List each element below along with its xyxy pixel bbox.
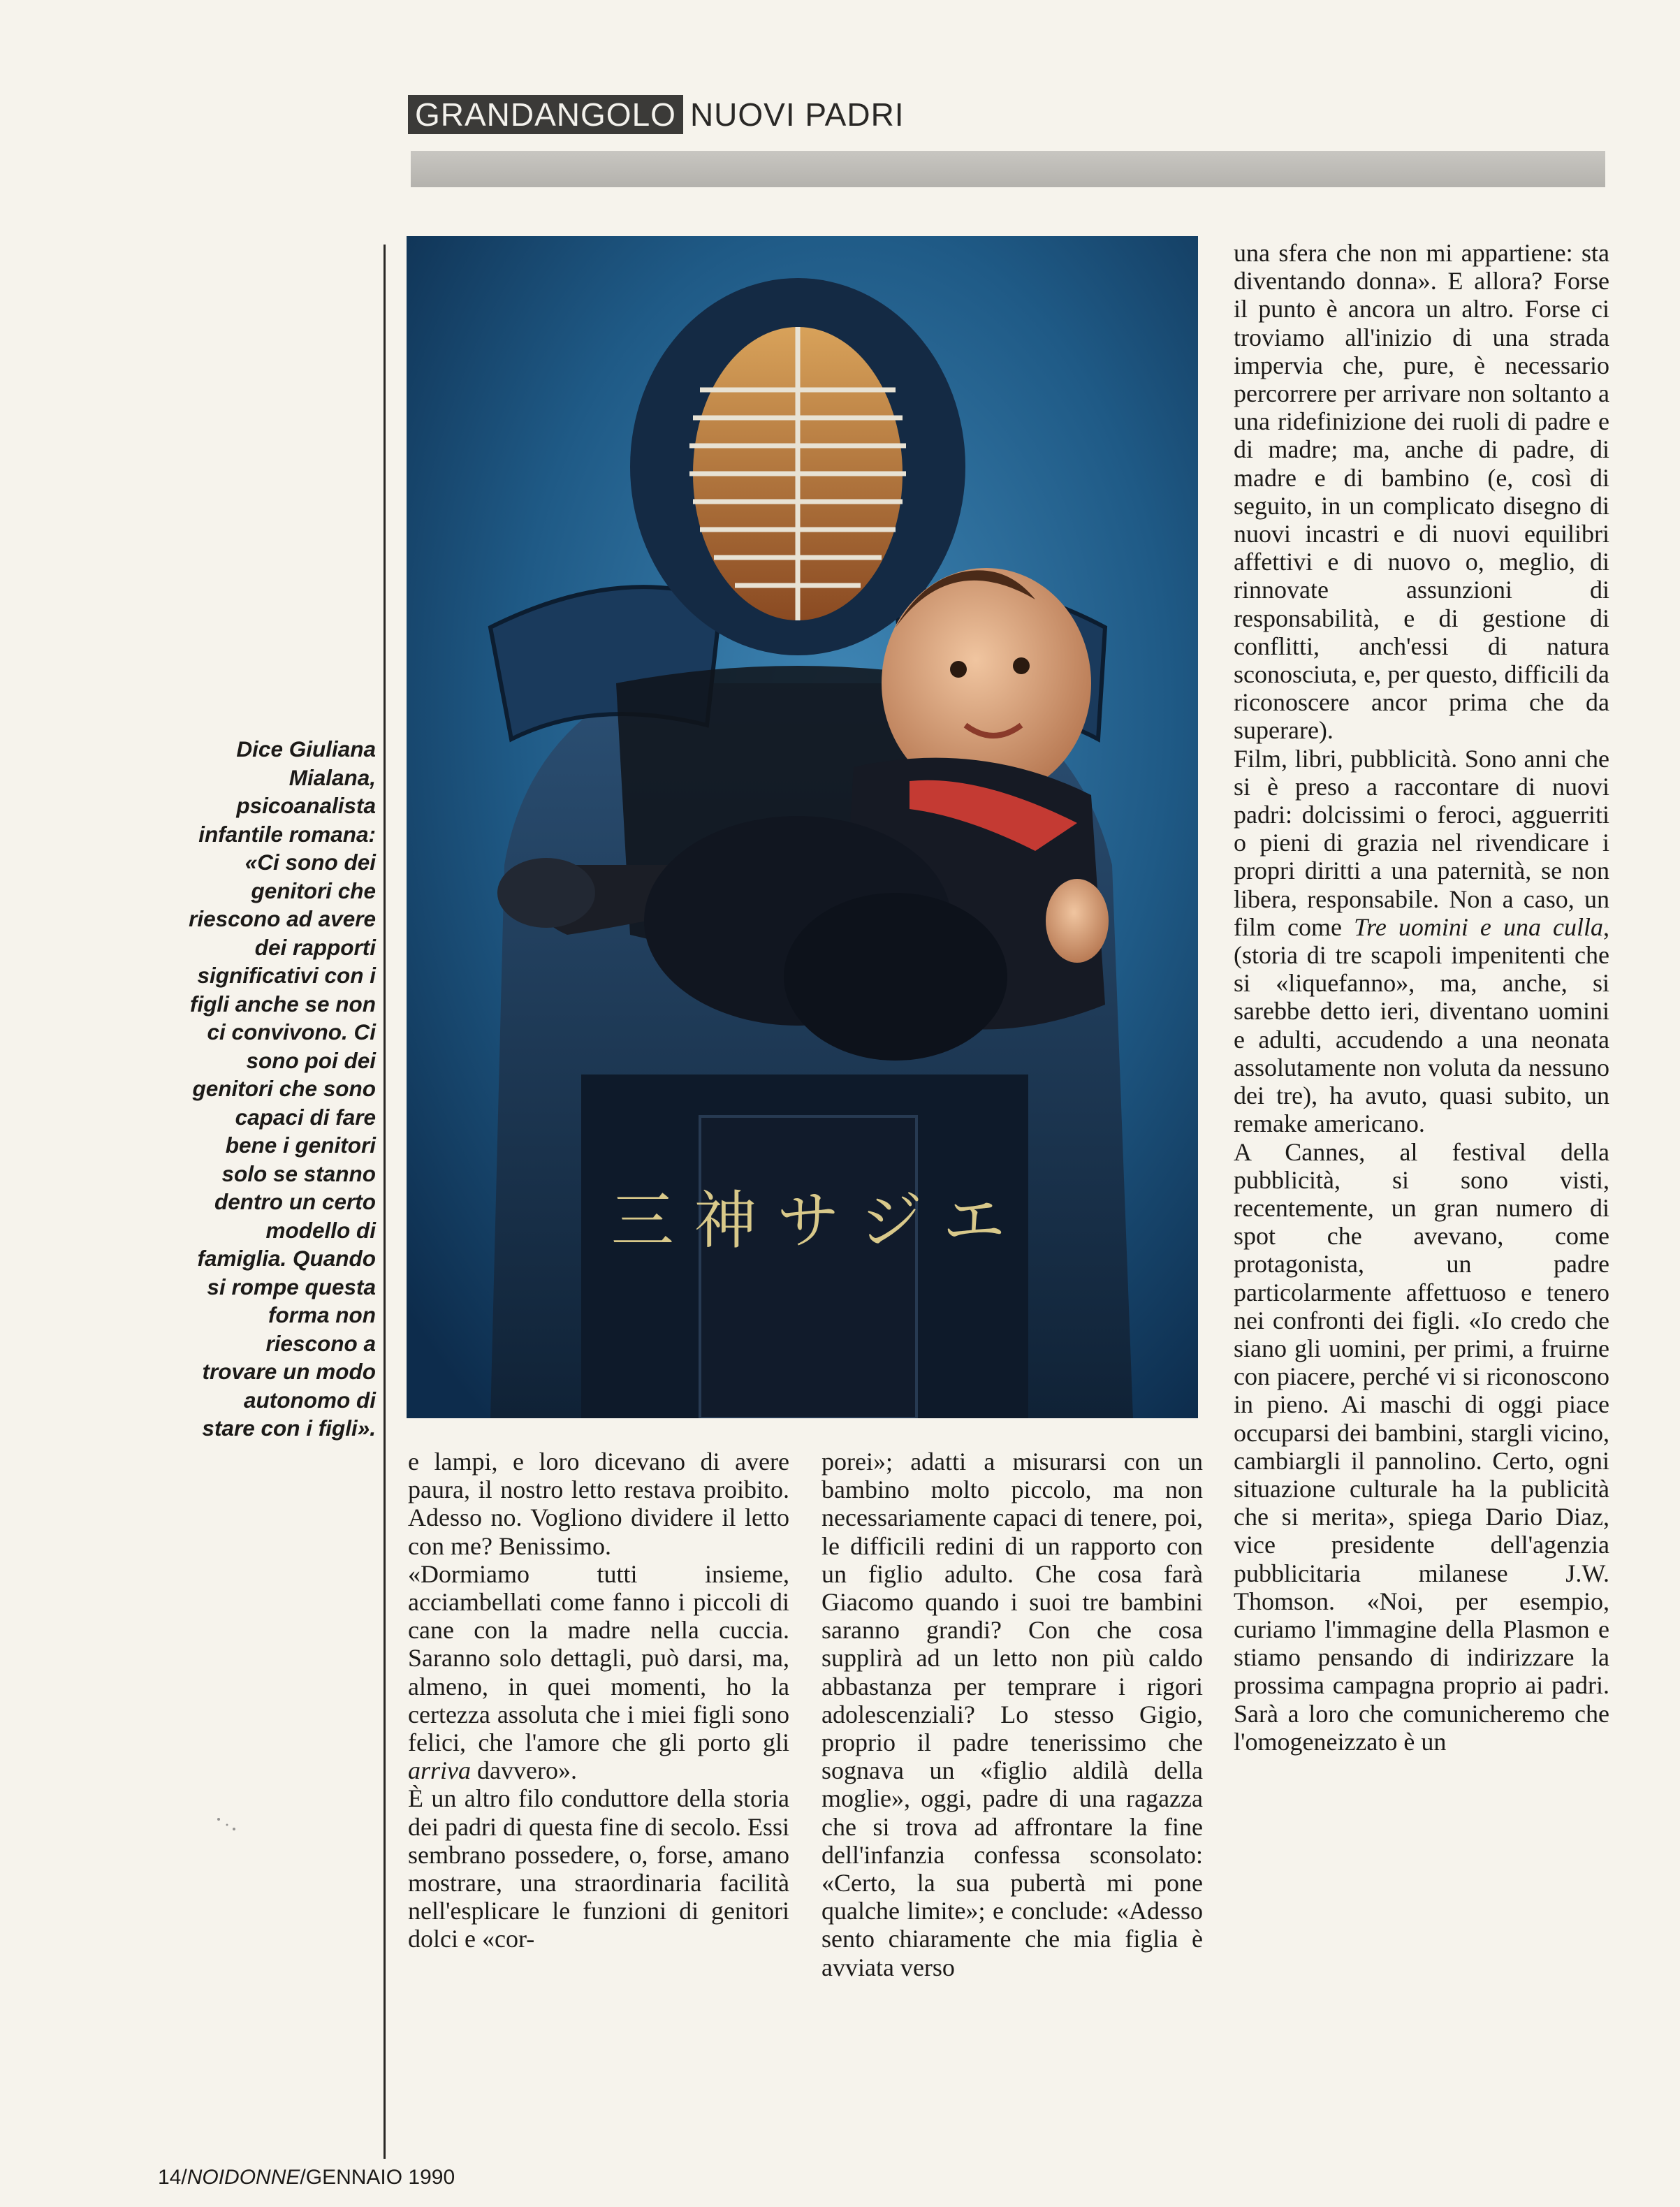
paragraph: «Dormiamo tutti insieme, acciambellati come fanno i piccoli di cane con la madre nella cuccia. Saranno solo dettagli, può darsi, ma, almeno, in quei momenti, ho la certezza assoluta che i miei figli sono felici, che l'amore che gli porto gli arriva davvero».	[408, 1559, 789, 1785]
emphasis: arriva	[408, 1756, 471, 1785]
column-rule	[384, 245, 386, 2159]
pull-quote: Dice Giuliana Mialana, psicoanalista infantile romana: «Ci sono dei genitori che riescono ad avere dei rapporti significativi con i figli anche se non ci convivono. Ci sono poi dei genitori che sono capaci di fare bene i genitori solo se stanno dentro un certo modello di famiglia. Quando si rompe questa forma non riescono a trovare un modo autonomo di stare con i figli».	[189, 736, 376, 1441]
print-speck-icon	[213, 1815, 241, 1836]
paragraph: e lampi, e loro dicevano di avere paura, il nostro letto restava proibito. Adesso no. Vogliono dividere il letto con me? Benissimo.	[408, 1448, 789, 1560]
kendo-father-baby-photo	[407, 236, 1198, 1418]
article-column-right	[1234, 239, 1609, 1756]
paragraph: Film, libri, pubblicità. Sono anni che si è preso a raccontare di nuovi padri: dolcissimi o feroci, agguerriti o pieni di grazia nel rivendicare i propri diritti a una paternità, se non libera, responsabile. Non a caso, un film come Tre uomini e una culla, (storia di tre scapoli impenitenti che si «liquefanno», ma, anche, si sarebbe detto ieri, diventano uomini e adulti, accudendo a una neonata assolutamente non voluta da nessuno dei tre), ha avuto, quasi subito, un remake americano.	[1234, 744, 1610, 1138]
section-header	[408, 95, 905, 134]
paragraph: A Cannes, al festival della pubblicità, si sono visti, recentemente, un gran numero di spot che avevano, come protagonista, un padre particolarmente affettuoso e tenero nei confronti dei figli. «Io credo che siano gli uomini, per primi, a fruirne con piacere, perché vi si riconoscono in pieno. Ai maschi di oggi piace occuparsi dei bambini, stargli vicino, cambiargli il pannolino. Certo, ogni situazione culturale ha la publicità che si merita», spiega Dario Diaz, vice presidente dell'agenzia pubblicitaria milanese J.W. Thomson. «Noi, per esempio, curiamo l'immagine della Plasmon e stiamo pensando di indirizzare la prossima campagna proprio ai padri. Sarà a loro che comunicheremo che l'omogeneizzato è un	[1234, 1137, 1609, 1756]
tare-lettering: 三 神 サ ジ エ	[611, 1184, 1006, 1258]
article-column-left	[408, 1448, 789, 1953]
section-tag: GRANDANGOLO	[408, 95, 683, 134]
paragraph: È un altro filo conduttore della storia dei padri di questa fine di secolo. Essi sembrano possedere, o, forse, amano mostrare, una straordinaria facilità nell'esplicare le funzioni di genitori dolci e «cor-	[408, 1784, 789, 1953]
film-title: Tre uomini e una culla	[1354, 912, 1604, 941]
header-bar	[411, 151, 1605, 187]
magazine-name: NOIDONNE	[187, 2166, 300, 2189]
paragraph: una sfera che non mi appartiene: sta diventando donna». E allora? Forse il punto è ancora un altro. Forse ci troviamo all'inizio di una strada impervia che, pure, è necessario percorrere per arrivare non soltanto a una ridefinizione dei ruoli di padre e di madre; ma, anche di padre, di madre e di bambino (e, così di seguito, in un complicato disegno di nuovi incastri e di nuovi equilibri affettivi e di nuovo o, meglio, di rinnovate assunzioni di responsabilità, e di gestione di conflitti, anch'essi di natura sconosciuta, e, per questo, difficili da riconoscere ancor prima che da superare).	[1234, 239, 1609, 745]
paragraph: porei»; adatti a misurarsi con un bambino molto piccolo, ma non necessariamente capaci di tenere, poi, le difficili redini di un rapporto con un figlio adulto. Che cosa farà Giacomo quando i suoi tre bambini saranno grandi? Con che cosa supplirà ad un letto non più caldo abbastanza per temprare i rigori adolescenziali? Lo stesso Gigio, proprio il padre tenerissimo che sognava un «figlio aldilà della moglie», oggi, padre di una ragazza che si trova ad affrontare la fine dell'infanzia confessa sconsolato: «Certo, la sua pubertà mi pone qualche limite»; e conclude: «Adesso sento chiaramente che mia figlia è avviata verso	[821, 1448, 1203, 1981]
section-title: NUOVI PADRI	[689, 96, 905, 133]
page-footer: 14/NOIDONNE/GENNAIO 1990	[158, 2166, 455, 2189]
article-column-middle	[821, 1448, 1203, 1981]
